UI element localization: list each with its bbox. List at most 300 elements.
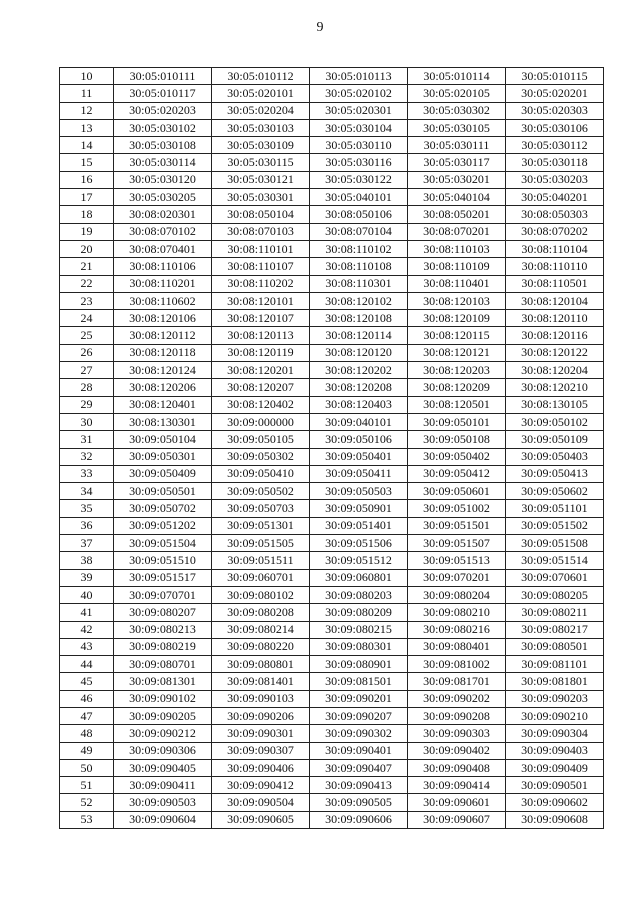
cadastral-code-cell: 30:09:050702 [114, 500, 212, 517]
cadastral-code-cell: 30:05:020301 [310, 102, 408, 119]
row-number-cell: 46 [60, 690, 114, 707]
cadastral-code-cell: 30:05:030201 [408, 171, 506, 188]
cadastral-code-cell: 30:09:050301 [114, 448, 212, 465]
table-row [60, 310, 604, 327]
cadastral-code-cell: 30:09:080215 [310, 621, 408, 638]
cadastral-code-cell: 30:08:130301 [114, 413, 212, 430]
cadastral-code-cell: 30:09:051513 [408, 552, 506, 569]
cadastral-code-cell: 30:09:090302 [310, 725, 408, 742]
cadastral-code-cell: 30:05:030205 [114, 189, 212, 206]
row-number-cell: 31 [60, 431, 114, 448]
table-row [60, 68, 604, 85]
row-number-cell: 32 [60, 448, 114, 465]
cadastral-code-cell: 30:09:050412 [408, 465, 506, 482]
cadastral-code-cell: 30:09:080220 [212, 638, 310, 655]
cadastral-code-cell: 30:08:120201 [212, 362, 310, 379]
cadastral-code-cell: 30:08:120114 [310, 327, 408, 344]
cadastral-code-cell: 30:09:090407 [310, 759, 408, 776]
cadastral-code-cell: 30:05:020201 [506, 85, 604, 102]
cadastral-code-cell: 30:08:120119 [212, 344, 310, 361]
cadastral-code-cell: 30:09:051101 [506, 500, 604, 517]
cadastral-code-cell: 30:09:051510 [114, 552, 212, 569]
cadastral-code-cell: 30:09:050403 [506, 448, 604, 465]
cadastral-code-cell: 30:05:030302 [408, 102, 506, 119]
cadastral-code-cell: 30:08:120109 [408, 310, 506, 327]
cadastral-code-cell: 30:09:090601 [408, 794, 506, 811]
cadastral-code-cell: 30:09:090413 [310, 777, 408, 794]
row-number-cell: 24 [60, 310, 114, 327]
cadastral-code-cell: 30:09:080219 [114, 638, 212, 655]
cadastral-code-cell: 30:08:120207 [212, 379, 310, 396]
cadastral-code-cell: 30:05:020303 [506, 102, 604, 119]
cadastral-code-cell: 30:09:090504 [212, 794, 310, 811]
cadastral-code-cell: 30:09:080217 [506, 621, 604, 638]
table-row [60, 483, 604, 500]
cadastral-code-cell: 30:09:050108 [408, 431, 506, 448]
cadastral-code-cell: 30:09:051501 [408, 517, 506, 534]
cadastral-code-cell: 30:05:030111 [408, 137, 506, 154]
cadastral-code-cell: 30:08:120122 [506, 344, 604, 361]
cadastral-code-cell: 30:09:080501 [506, 638, 604, 655]
cadastral-code-cell: 30:08:120403 [310, 396, 408, 413]
cadastral-code-cell: 30:09:090602 [506, 794, 604, 811]
table-row [60, 707, 604, 724]
cadastral-code-cell: 30:09:051514 [506, 552, 604, 569]
cadastral-code-cell: 30:09:080210 [408, 604, 506, 621]
cadastral-code-cell: 30:09:050413 [506, 465, 604, 482]
cadastral-code-cell: 30:08:110109 [408, 258, 506, 275]
cadastral-code-cell: 30:09:080901 [310, 656, 408, 673]
cadastral-code-cell: 30:08:070104 [310, 223, 408, 240]
row-number-cell: 52 [60, 794, 114, 811]
table-row [60, 85, 604, 102]
cadastral-code-cell: 30:09:051002 [408, 500, 506, 517]
cadastral-code-cell: 30:08:110106 [114, 258, 212, 275]
cadastral-code-cell: 30:09:090207 [310, 707, 408, 724]
cadastral-code-cell: 30:09:090102 [114, 690, 212, 707]
row-number-cell: 40 [60, 586, 114, 603]
cadastral-code-cell: 30:09:090301 [212, 725, 310, 742]
cadastral-code-cell: 30:09:050502 [212, 483, 310, 500]
cadastral-code-cell: 30:05:020102 [310, 85, 408, 102]
cadastral-code-cell: 30:08:070103 [212, 223, 310, 240]
row-number-cell: 51 [60, 777, 114, 794]
cadastral-code-cell: 30:09:090208 [408, 707, 506, 724]
cadastral-code-cell: 30:09:051517 [114, 569, 212, 586]
table-row [60, 240, 604, 257]
cadastral-code-cell: 30:09:081801 [506, 673, 604, 690]
cadastral-code-cell: 30:05:030120 [114, 171, 212, 188]
table-row [60, 258, 604, 275]
cadastral-code-cell: 30:05:030105 [408, 119, 506, 136]
table-row [60, 137, 604, 154]
cadastral-code-cell: 30:09:090604 [114, 811, 212, 828]
cadastral-code-cell: 30:09:090201 [310, 690, 408, 707]
cadastral-code-cell: 30:08:110110 [506, 258, 604, 275]
cadastral-code-cell: 30:09:081501 [310, 673, 408, 690]
cadastral-code-cell: 30:08:110301 [310, 275, 408, 292]
cadastral-table-container [59, 67, 604, 829]
cadastral-code-cell: 30:08:120102 [310, 292, 408, 309]
cadastral-code-cell: 30:09:090303 [408, 725, 506, 742]
cadastral-code-cell: 30:09:080204 [408, 586, 506, 603]
cadastral-code-cell: 30:08:120121 [408, 344, 506, 361]
cadastral-code-cell: 30:09:090307 [212, 742, 310, 759]
cadastral-code-cell: 30:09:051505 [212, 535, 310, 552]
cadastral-code-cell: 30:09:051504 [114, 535, 212, 552]
cadastral-code-cell: 30:08:120101 [212, 292, 310, 309]
row-number-cell: 43 [60, 638, 114, 655]
cadastral-code-cell: 30:08:110108 [310, 258, 408, 275]
row-number-cell: 13 [60, 119, 114, 136]
cadastral-code-cell: 30:05:020203 [114, 102, 212, 119]
cadastral-code-cell: 30:09:080211 [506, 604, 604, 621]
cadastral-code-cell: 30:08:120208 [310, 379, 408, 396]
table-row [60, 362, 604, 379]
table-row [60, 189, 604, 206]
table-row [60, 656, 604, 673]
cadastral-code-cell: 30:09:090605 [212, 811, 310, 828]
cadastral-code-cell: 30:08:120115 [408, 327, 506, 344]
cadastral-code-cell: 30:09:000000 [212, 413, 310, 430]
row-number-cell: 16 [60, 171, 114, 188]
cadastral-code-cell: 30:05:030301 [212, 189, 310, 206]
cadastral-code-cell: 30:08:120108 [310, 310, 408, 327]
cadastral-code-cell: 30:09:050401 [310, 448, 408, 465]
cadastral-code-cell: 30:05:030115 [212, 154, 310, 171]
table-row [60, 396, 604, 413]
table-row [60, 171, 604, 188]
cadastral-code-cell: 30:09:081002 [408, 656, 506, 673]
cadastral-code-cell: 30:09:090406 [212, 759, 310, 776]
cadastral-code-cell: 30:09:090606 [310, 811, 408, 828]
cadastral-code-cell: 30:09:090306 [114, 742, 212, 759]
row-number-cell: 44 [60, 656, 114, 673]
cadastral-table [59, 67, 604, 829]
cadastral-code-cell: 30:09:080214 [212, 621, 310, 638]
row-number-cell: 15 [60, 154, 114, 171]
cadastral-code-cell: 30:09:081701 [408, 673, 506, 690]
row-number-cell: 30 [60, 413, 114, 430]
cadastral-code-cell: 30:09:060701 [212, 569, 310, 586]
table-row [60, 586, 604, 603]
row-number-cell: 36 [60, 517, 114, 534]
cadastral-code-cell: 30:08:070401 [114, 240, 212, 257]
cadastral-code-cell: 30:08:120206 [114, 379, 212, 396]
table-row [60, 604, 604, 621]
cadastral-code-cell: 30:09:050402 [408, 448, 506, 465]
cadastral-code-cell: 30:05:030114 [114, 154, 212, 171]
cadastral-code-cell: 30:05:030203 [506, 171, 604, 188]
cadastral-code-cell: 30:08:050201 [408, 206, 506, 223]
cadastral-code-cell: 30:08:120106 [114, 310, 212, 327]
cadastral-code-cell: 30:05:030108 [114, 137, 212, 154]
row-number-cell: 27 [60, 362, 114, 379]
cadastral-code-cell: 30:05:030110 [310, 137, 408, 154]
cadastral-code-cell: 30:09:051301 [212, 517, 310, 534]
cadastral-code-cell: 30:08:120110 [506, 310, 604, 327]
cadastral-code-cell: 30:08:070202 [506, 223, 604, 240]
cadastral-code-cell: 30:09:080207 [114, 604, 212, 621]
cadastral-code-cell: 30:09:050601 [408, 483, 506, 500]
table-row [60, 811, 604, 828]
cadastral-code-cell: 30:09:070201 [408, 569, 506, 586]
table-row [60, 638, 604, 655]
cadastral-code-cell: 30:08:050106 [310, 206, 408, 223]
cadastral-code-cell: 30:05:030104 [310, 119, 408, 136]
row-number-cell: 11 [60, 85, 114, 102]
cadastral-code-cell: 30:05:010114 [408, 68, 506, 85]
table-row [60, 725, 604, 742]
cadastral-code-cell: 30:09:050101 [408, 413, 506, 430]
cadastral-code-cell: 30:05:010117 [114, 85, 212, 102]
cadastral-code-cell: 30:09:090203 [506, 690, 604, 707]
row-number-cell: 17 [60, 189, 114, 206]
cadastral-code-cell: 30:09:080208 [212, 604, 310, 621]
cadastral-code-cell: 30:09:080209 [310, 604, 408, 621]
row-number-cell: 20 [60, 240, 114, 257]
cadastral-code-cell: 30:08:120118 [114, 344, 212, 361]
cadastral-code-cell: 30:09:070701 [114, 586, 212, 603]
cadastral-code-cell: 30:09:050703 [212, 500, 310, 517]
row-number-cell: 49 [60, 742, 114, 759]
table-row [60, 742, 604, 759]
table-row [60, 292, 604, 309]
cadastral-code-cell: 30:09:050503 [310, 483, 408, 500]
cadastral-code-cell: 30:08:120112 [114, 327, 212, 344]
cadastral-code-cell: 30:09:090205 [114, 707, 212, 724]
cadastral-code-cell: 30:08:110201 [114, 275, 212, 292]
cadastral-code-cell: 30:08:120103 [408, 292, 506, 309]
row-number-cell: 35 [60, 500, 114, 517]
cadastral-code-cell: 30:08:110401 [408, 275, 506, 292]
cadastral-code-cell: 30:09:090402 [408, 742, 506, 759]
cadastral-code-cell: 30:09:051508 [506, 535, 604, 552]
table-row [60, 690, 604, 707]
table-row [60, 621, 604, 638]
cadastral-code-cell: 30:09:050501 [114, 483, 212, 500]
cadastral-code-cell: 30:08:120104 [506, 292, 604, 309]
cadastral-code-cell: 30:09:050602 [506, 483, 604, 500]
cadastral-code-cell: 30:09:081401 [212, 673, 310, 690]
cadastral-code-cell: 30:09:090608 [506, 811, 604, 828]
cadastral-code-cell: 30:08:120116 [506, 327, 604, 344]
cadastral-code-cell: 30:08:120203 [408, 362, 506, 379]
cadastral-code-cell: 30:09:060801 [310, 569, 408, 586]
cadastral-code-cell: 30:05:030118 [506, 154, 604, 171]
cadastral-code-cell: 30:09:050901 [310, 500, 408, 517]
row-number-cell: 10 [60, 68, 114, 85]
table-row [60, 465, 604, 482]
cadastral-code-cell: 30:08:120501 [408, 396, 506, 413]
cadastral-code-cell: 30:09:050109 [506, 431, 604, 448]
cadastral-code-cell: 30:09:080203 [310, 586, 408, 603]
row-number-cell: 33 [60, 465, 114, 482]
cadastral-code-cell: 30:08:120402 [212, 396, 310, 413]
cadastral-code-cell: 30:05:040201 [506, 189, 604, 206]
cadastral-code-cell: 30:05:040101 [310, 189, 408, 206]
page-number: 9 [316, 20, 324, 35]
table-row [60, 673, 604, 690]
cadastral-code-cell: 30:09:051202 [114, 517, 212, 534]
cadastral-code-cell: 30:09:050104 [114, 431, 212, 448]
cadastral-code-cell: 30:09:080801 [212, 656, 310, 673]
row-number-cell: 48 [60, 725, 114, 742]
cadastral-code-cell: 30:09:080213 [114, 621, 212, 638]
cadastral-code-cell: 30:08:110103 [408, 240, 506, 257]
row-number-cell: 26 [60, 344, 114, 361]
cadastral-code-cell: 30:09:051401 [310, 517, 408, 534]
cadastral-code-cell: 30:05:030121 [212, 171, 310, 188]
cadastral-code-cell: 30:08:120113 [212, 327, 310, 344]
cadastral-code-cell: 30:08:110501 [506, 275, 604, 292]
cadastral-code-cell: 30:09:050409 [114, 465, 212, 482]
cadastral-code-cell: 30:09:040101 [310, 413, 408, 430]
row-number-cell: 23 [60, 292, 114, 309]
table-row [60, 344, 604, 361]
cadastral-code-cell: 30:09:090411 [114, 777, 212, 794]
table-row [60, 379, 604, 396]
table-row [60, 275, 604, 292]
row-number-cell: 14 [60, 137, 114, 154]
table-row [60, 154, 604, 171]
table-row [60, 794, 604, 811]
cadastral-code-cell: 30:09:051502 [506, 517, 604, 534]
table-row [60, 777, 604, 794]
table-row [60, 500, 604, 517]
row-number-cell: 19 [60, 223, 114, 240]
cadastral-code-cell: 30:05:030102 [114, 119, 212, 136]
row-number-cell: 53 [60, 811, 114, 828]
row-number-cell: 12 [60, 102, 114, 119]
cadastral-code-cell: 30:05:030112 [506, 137, 604, 154]
cadastral-code-cell: 30:08:120210 [506, 379, 604, 396]
cadastral-code-cell: 30:05:030122 [310, 171, 408, 188]
row-number-cell: 25 [60, 327, 114, 344]
table-row [60, 535, 604, 552]
cadastral-code-cell: 30:08:110602 [114, 292, 212, 309]
cadastral-code-cell: 30:08:110102 [310, 240, 408, 257]
table-row [60, 517, 604, 534]
cadastral-code-cell: 30:09:090501 [506, 777, 604, 794]
table-row [60, 102, 604, 119]
row-number-cell: 41 [60, 604, 114, 621]
cadastral-code-cell: 30:08:120209 [408, 379, 506, 396]
row-number-cell: 47 [60, 707, 114, 724]
cadastral-code-cell: 30:09:051506 [310, 535, 408, 552]
cadastral-code-cell: 30:09:070601 [506, 569, 604, 586]
cadastral-code-cell: 30:09:050411 [310, 465, 408, 482]
cadastral-code-cell: 30:09:090403 [506, 742, 604, 759]
cadastral-code-cell: 30:08:120401 [114, 396, 212, 413]
cadastral-code-cell: 30:05:030109 [212, 137, 310, 154]
cadastral-code-cell: 30:09:080216 [408, 621, 506, 638]
table-row [60, 569, 604, 586]
cadastral-code-cell: 30:09:080205 [506, 586, 604, 603]
row-number-cell: 38 [60, 552, 114, 569]
cadastral-code-cell: 30:08:050104 [212, 206, 310, 223]
cadastral-code-cell: 30:09:090607 [408, 811, 506, 828]
cadastral-code-cell: 30:09:090414 [408, 777, 506, 794]
cadastral-code-cell: 30:05:010115 [506, 68, 604, 85]
cadastral-code-cell: 30:09:090103 [212, 690, 310, 707]
cadastral-code-cell: 30:05:030103 [212, 119, 310, 136]
cadastral-code-cell: 30:09:050106 [310, 431, 408, 448]
cadastral-code-cell: 30:09:050105 [212, 431, 310, 448]
cadastral-code-cell: 30:08:120204 [506, 362, 604, 379]
cadastral-code-cell: 30:08:020301 [114, 206, 212, 223]
row-number-cell: 45 [60, 673, 114, 690]
cadastral-code-cell: 30:08:050303 [506, 206, 604, 223]
cadastral-code-cell: 30:05:010111 [114, 68, 212, 85]
cadastral-code-cell: 30:05:010112 [212, 68, 310, 85]
table-row [60, 413, 604, 430]
cadastral-code-cell: 30:09:090503 [114, 794, 212, 811]
cadastral-code-cell: 30:09:050102 [506, 413, 604, 430]
cadastral-code-cell: 30:09:090405 [114, 759, 212, 776]
cadastral-code-cell: 30:09:090212 [114, 725, 212, 742]
row-number-cell: 18 [60, 206, 114, 223]
cadastral-code-cell: 30:08:130105 [506, 396, 604, 413]
cadastral-code-cell: 30:09:090206 [212, 707, 310, 724]
table-row [60, 552, 604, 569]
cadastral-code-cell: 30:08:070102 [114, 223, 212, 240]
cadastral-code-cell: 30:05:030116 [310, 154, 408, 171]
cadastral-code-cell: 30:09:090505 [310, 794, 408, 811]
cadastral-code-cell: 30:09:050410 [212, 465, 310, 482]
cadastral-code-cell: 30:09:081101 [506, 656, 604, 673]
cadastral-code-cell: 30:05:030117 [408, 154, 506, 171]
cadastral-code-cell: 30:08:120202 [310, 362, 408, 379]
cadastral-code-cell: 30:09:081301 [114, 673, 212, 690]
cadastral-code-cell: 30:08:070201 [408, 223, 506, 240]
cadastral-code-cell: 30:05:030106 [506, 119, 604, 136]
cadastral-code-cell: 30:09:051512 [310, 552, 408, 569]
cadastral-code-cell: 30:05:020105 [408, 85, 506, 102]
table-row [60, 431, 604, 448]
row-number-cell: 28 [60, 379, 114, 396]
row-number-cell: 39 [60, 569, 114, 586]
cadastral-code-cell: 30:09:090202 [408, 690, 506, 707]
cadastral-code-cell: 30:09:090210 [506, 707, 604, 724]
cadastral-code-cell: 30:08:120124 [114, 362, 212, 379]
cadastral-code-cell: 30:09:051511 [212, 552, 310, 569]
row-number-cell: 37 [60, 535, 114, 552]
row-number-cell: 34 [60, 483, 114, 500]
table-row [60, 119, 604, 136]
cadastral-code-cell: 30:09:080301 [310, 638, 408, 655]
row-number-cell: 29 [60, 396, 114, 413]
cadastral-code-cell: 30:05:020204 [212, 102, 310, 119]
cadastral-code-cell: 30:08:110107 [212, 258, 310, 275]
cadastral-code-cell: 30:08:120107 [212, 310, 310, 327]
row-number-cell: 22 [60, 275, 114, 292]
table-row [60, 759, 604, 776]
table-row [60, 327, 604, 344]
table-row [60, 448, 604, 465]
cadastral-code-cell: 30:09:080401 [408, 638, 506, 655]
cadastral-code-cell: 30:09:080701 [114, 656, 212, 673]
cadastral-code-cell: 30:08:110101 [212, 240, 310, 257]
cadastral-code-cell: 30:09:050302 [212, 448, 310, 465]
cadastral-code-cell: 30:09:090304 [506, 725, 604, 742]
table-row [60, 206, 604, 223]
cadastral-code-cell: 30:05:020101 [212, 85, 310, 102]
cadastral-code-cell: 30:09:051507 [408, 535, 506, 552]
cadastral-code-cell: 30:09:090409 [506, 759, 604, 776]
table-body [60, 68, 604, 829]
cadastral-code-cell: 30:09:090408 [408, 759, 506, 776]
